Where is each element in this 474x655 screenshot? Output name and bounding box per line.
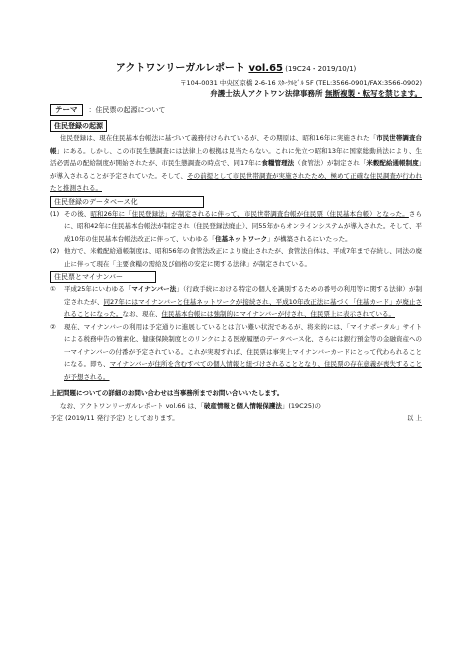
s2-i1-c: さらに、昭和42年に住民基本台帳法が制定され（住民登録法廃止）、同55年からオンラインシステムが導入された。そして、平成10年の住民基本台帳法改正に伴って、いわゆる「 [64,209,422,243]
s2-i2-text: 他方で、米穀配給通帳制度は、昭和56年の食管法改正により廃止されたが、食管法自体は、平成7年まで存続し、同法の廃止に伴って現在「主要食糧の需給及び価格の安定に関する法律」が制定されている。 [64,247,422,268]
s3-i1-bold: マイナンバー法 [131,285,177,293]
s1-bold-taicho: 市民世帯調査台帳 [50,134,422,155]
next-c: 」(19C25)の [281,401,322,410]
item-number: (1) [50,209,60,218]
s3-i1-underlined-2: 住民基本台帳には強制的にマイナンバーが付され、住民票上に表示されている。 [161,310,395,318]
end-mark: 以 上 [406,414,422,422]
s1-text-a: 住民登録は、現在住民基本台帳法に基づいて義務付けられているが、その期原は、昭和16年に実施された「 [60,134,377,142]
section1-paragraph [50,132,422,195]
section-heading-database: 住民登録のデータベース化 [50,196,204,208]
s1-bold-ration: 米穀配給通帳制度 [366,159,419,167]
document-body [50,62,422,425]
section3-item-1 [50,283,422,321]
section2-item-2 [50,245,422,270]
item-number: (2) [50,247,60,255]
final-line [50,412,422,425]
s1-text-c: 」にある。しかし、この市民生態調査には法律上の根拠は見当たらない。これに先立つ昭和13年に国家総動員法により、生活必需品の配給制度が開始されたが、市民生態調査の時点で、同17年に [50,146,423,167]
firm-line [50,88,422,100]
report-title [50,62,422,76]
inquiry-line: 上記問題についての詳細のお問い合わせは当事務所までお問い合いいたします。 [50,389,284,397]
s3-i2-a: 現在、マイナンバーの利用は予定通りに進展しているとは言い難い状況であるが、将来的には、「マイナポータル」サイトによる税務申告の簡素化、健康保険制度とのリンクによる医療履歴のデータベース化、さらには銀行預金等の金融資産への一マイナンバーの付番が予定されている。これが実現すれば、住民票は事実上マイナンバーカードにとって代わられることになる。即ち、 [64,322,422,368]
section-heading-origin: 住民登録の起源 [50,120,107,132]
title-date: (19C24・2019/10/1) [282,65,357,73]
next-a: なお、アクトワンリーガルレポート vol.66 は、「 [60,401,204,410]
theme-row [50,104,422,117]
firm-address: 〒104-0031 中央区京橋 2-6-16 ｽﾀｰｸﾙﾋﾞﾙ 5F (TEL:3566-0901/FAX:3566-0902) [180,79,422,87]
item-number: ② [50,322,56,331]
next-schedule: 予定 (2019/11 発行予定) としております。 [50,414,179,422]
s1-underlined: その前提として市民世帯調査が実施されたため、極めて正確な住民調査が行われたと推測される。 [50,171,422,192]
item-number: ① [50,285,56,293]
s2-i1-a: その後、 [64,209,91,218]
firm-name: 弁護士法人アクトワン法律事務所 [210,89,326,98]
copyright-notice: 無断複製・転写を禁じます。 [325,89,422,98]
section-heading-mynumber: 住民票とマイナンバー [50,271,156,283]
s3-i1-c: 」（行政手続における特定の個人を識別するための番号の利用等に関する法律）が制定されたが、 [64,285,423,306]
s1-text-g: 」が導入されることが予定されていた。そして、 [50,159,423,180]
s1-text-e: （食管法）が制定され「 [294,159,367,167]
next-title: 破産情報と個人情報保護法 [203,401,282,410]
s3-i2-underlined: マイナンバーが住所を含むすべての個人情報と紐づけされることとなり、住民票の存在意義が喪失することが予想される。 [64,360,422,381]
s3-i1-a: 平成25年にいわゆる「 [64,285,132,293]
theme-text: ：住民票の起源について [88,106,166,114]
s2-i1-e: 」が構築されるにいたった。 [267,234,352,243]
s1-bold-food-law: 食糧管理法 [261,159,295,167]
s2-i1-bold: 住基ネットワーク [215,234,268,243]
theme-label: テーマ [50,104,83,116]
next-issue-line [50,400,422,413]
section2-item-1 [50,208,422,246]
s2-i1-underlined: 昭和26年に「住民登録法」が制定されるに伴って、市民世帯調査台帳が住民票（住民基本台帳）となった。 [90,209,409,218]
title-volume: vol.65 [248,63,283,74]
s3-i1-e: なお、現在、 [122,310,162,318]
title-main: アクトワンリーガルレポート [115,63,249,74]
s3-i1-underlined: 同27年にはマイナンバーと住基ネットワークが接続され、平成10年改正法に基づく「住基カード」が廃止されることになった。 [64,297,422,318]
section3-item-2 [50,321,422,384]
